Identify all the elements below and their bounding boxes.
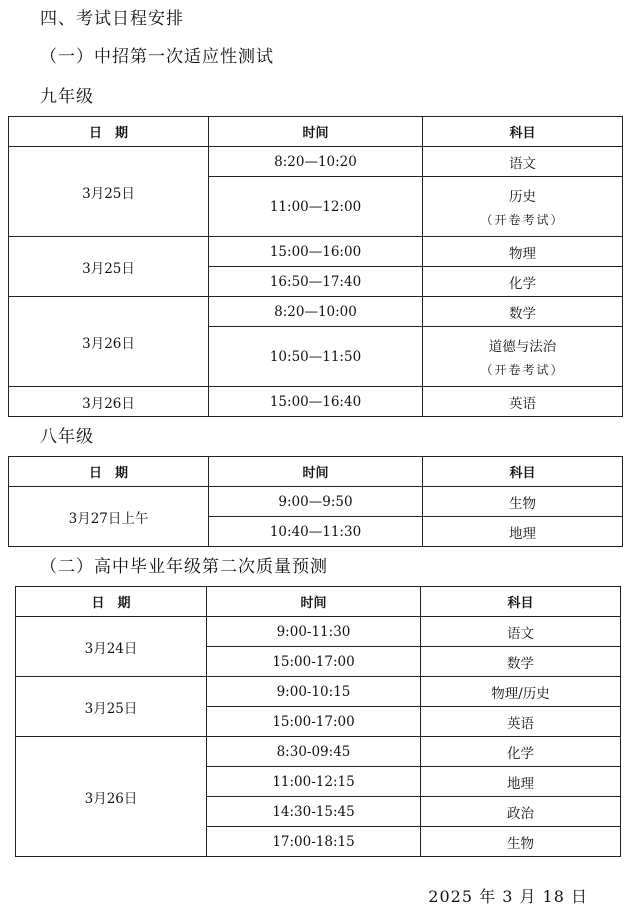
subject-cell: 地理 — [421, 767, 621, 797]
date-cell: 3月26日 — [16, 737, 207, 857]
subject-cell: 化学 — [423, 267, 623, 297]
date-cell: 3月26日 — [9, 297, 209, 387]
header-date: 日 期 — [16, 587, 207, 617]
subject-cell: 地理 — [423, 517, 623, 547]
time-cell: 10:50—11:50 — [209, 327, 423, 387]
table-row — [9, 297, 623, 327]
time-cell: 9:00-10:15 — [207, 677, 421, 707]
time-cell: 11:00-12:15 — [207, 767, 421, 797]
time-cell: 8:20—10:20 — [209, 147, 423, 177]
table-row — [16, 677, 621, 707]
subject-cell: 语文 — [421, 617, 621, 647]
table-row — [9, 237, 623, 267]
table-header-row — [16, 587, 621, 617]
time-cell: 9:00—9:50 — [209, 487, 423, 517]
table-header-row — [9, 457, 623, 487]
header-subject: 科目 — [423, 117, 623, 147]
table-row — [9, 487, 623, 517]
subject-cell: 生物 — [423, 487, 623, 517]
table-row — [9, 147, 623, 177]
grade8-label: 八年级 — [40, 427, 94, 447]
time-cell: 15:00—16:00 — [209, 237, 423, 267]
header-time: 时间 — [209, 457, 423, 487]
header-time: 时间 — [209, 117, 423, 147]
subject-label: 历史 — [509, 189, 536, 205]
subject-cell: 生物 — [421, 827, 621, 857]
subject-cell: 语文 — [423, 147, 623, 177]
part2-schedule-table — [15, 586, 621, 857]
time-cell: 8:20—10:00 — [209, 297, 423, 327]
time-cell: 15:00-17:00 — [207, 647, 421, 677]
time-cell: 15:00—16:40 — [209, 387, 423, 417]
time-cell: 10:40—11:30 — [209, 517, 423, 547]
table-header-row — [9, 117, 623, 147]
subject-cell: 英语 — [423, 387, 623, 417]
time-cell: 17:00-18:15 — [207, 827, 421, 857]
time-cell: 16:50—17:40 — [209, 267, 423, 297]
date-cell: 3月25日 — [9, 237, 209, 297]
grade9-schedule-table — [8, 116, 623, 417]
grade9-label: 九年级 — [40, 87, 94, 107]
table-row — [9, 387, 623, 417]
subject-cell: 政治 — [421, 797, 621, 827]
grade8-schedule-table — [8, 456, 623, 547]
section-title: 四、考试日程安排 — [40, 9, 184, 29]
subject-cell: 数学 — [423, 297, 623, 327]
header-subject: 科目 — [421, 587, 621, 617]
issue-date: 2025 年 3 月 18 日 — [428, 887, 588, 906]
subject-cell — [423, 327, 623, 387]
open-book-note: （开卷考试） — [480, 363, 565, 377]
subject-cell: 数学 — [421, 647, 621, 677]
subject-cell: 物理 — [423, 237, 623, 267]
subject-cell — [423, 177, 623, 237]
time-cell: 15:00-17:00 — [207, 707, 421, 737]
header-date: 日 期 — [9, 457, 209, 487]
subject-label: 道德与法治 — [488, 339, 557, 355]
date-cell: 3月25日 — [9, 147, 209, 237]
header-subject: 科目 — [423, 457, 623, 487]
time-cell: 9:00-11:30 — [207, 617, 421, 647]
date-cell: 3月24日 — [16, 617, 207, 677]
time-cell: 11:00—12:00 — [209, 177, 423, 237]
table-row — [16, 737, 621, 767]
time-cell: 14:30-15:45 — [207, 797, 421, 827]
subject-cell: 物理/历史 — [421, 677, 621, 707]
time-cell: 8:30-09:45 — [207, 737, 421, 767]
date-cell: 3月25日 — [16, 677, 207, 737]
header-date: 日 期 — [9, 117, 209, 147]
table-row — [16, 617, 621, 647]
open-book-note: （开卷考试） — [480, 213, 565, 227]
date-cell: 3月27日上午 — [9, 487, 209, 547]
part1-title: （一）中招第一次适应性测试 — [40, 47, 274, 67]
date-cell: 3月26日 — [9, 387, 209, 417]
part2-title: （二）高中毕业年级第二次质量预测 — [40, 557, 328, 577]
header-time: 时间 — [207, 587, 421, 617]
subject-cell: 化学 — [421, 737, 621, 767]
subject-cell: 英语 — [421, 707, 621, 737]
